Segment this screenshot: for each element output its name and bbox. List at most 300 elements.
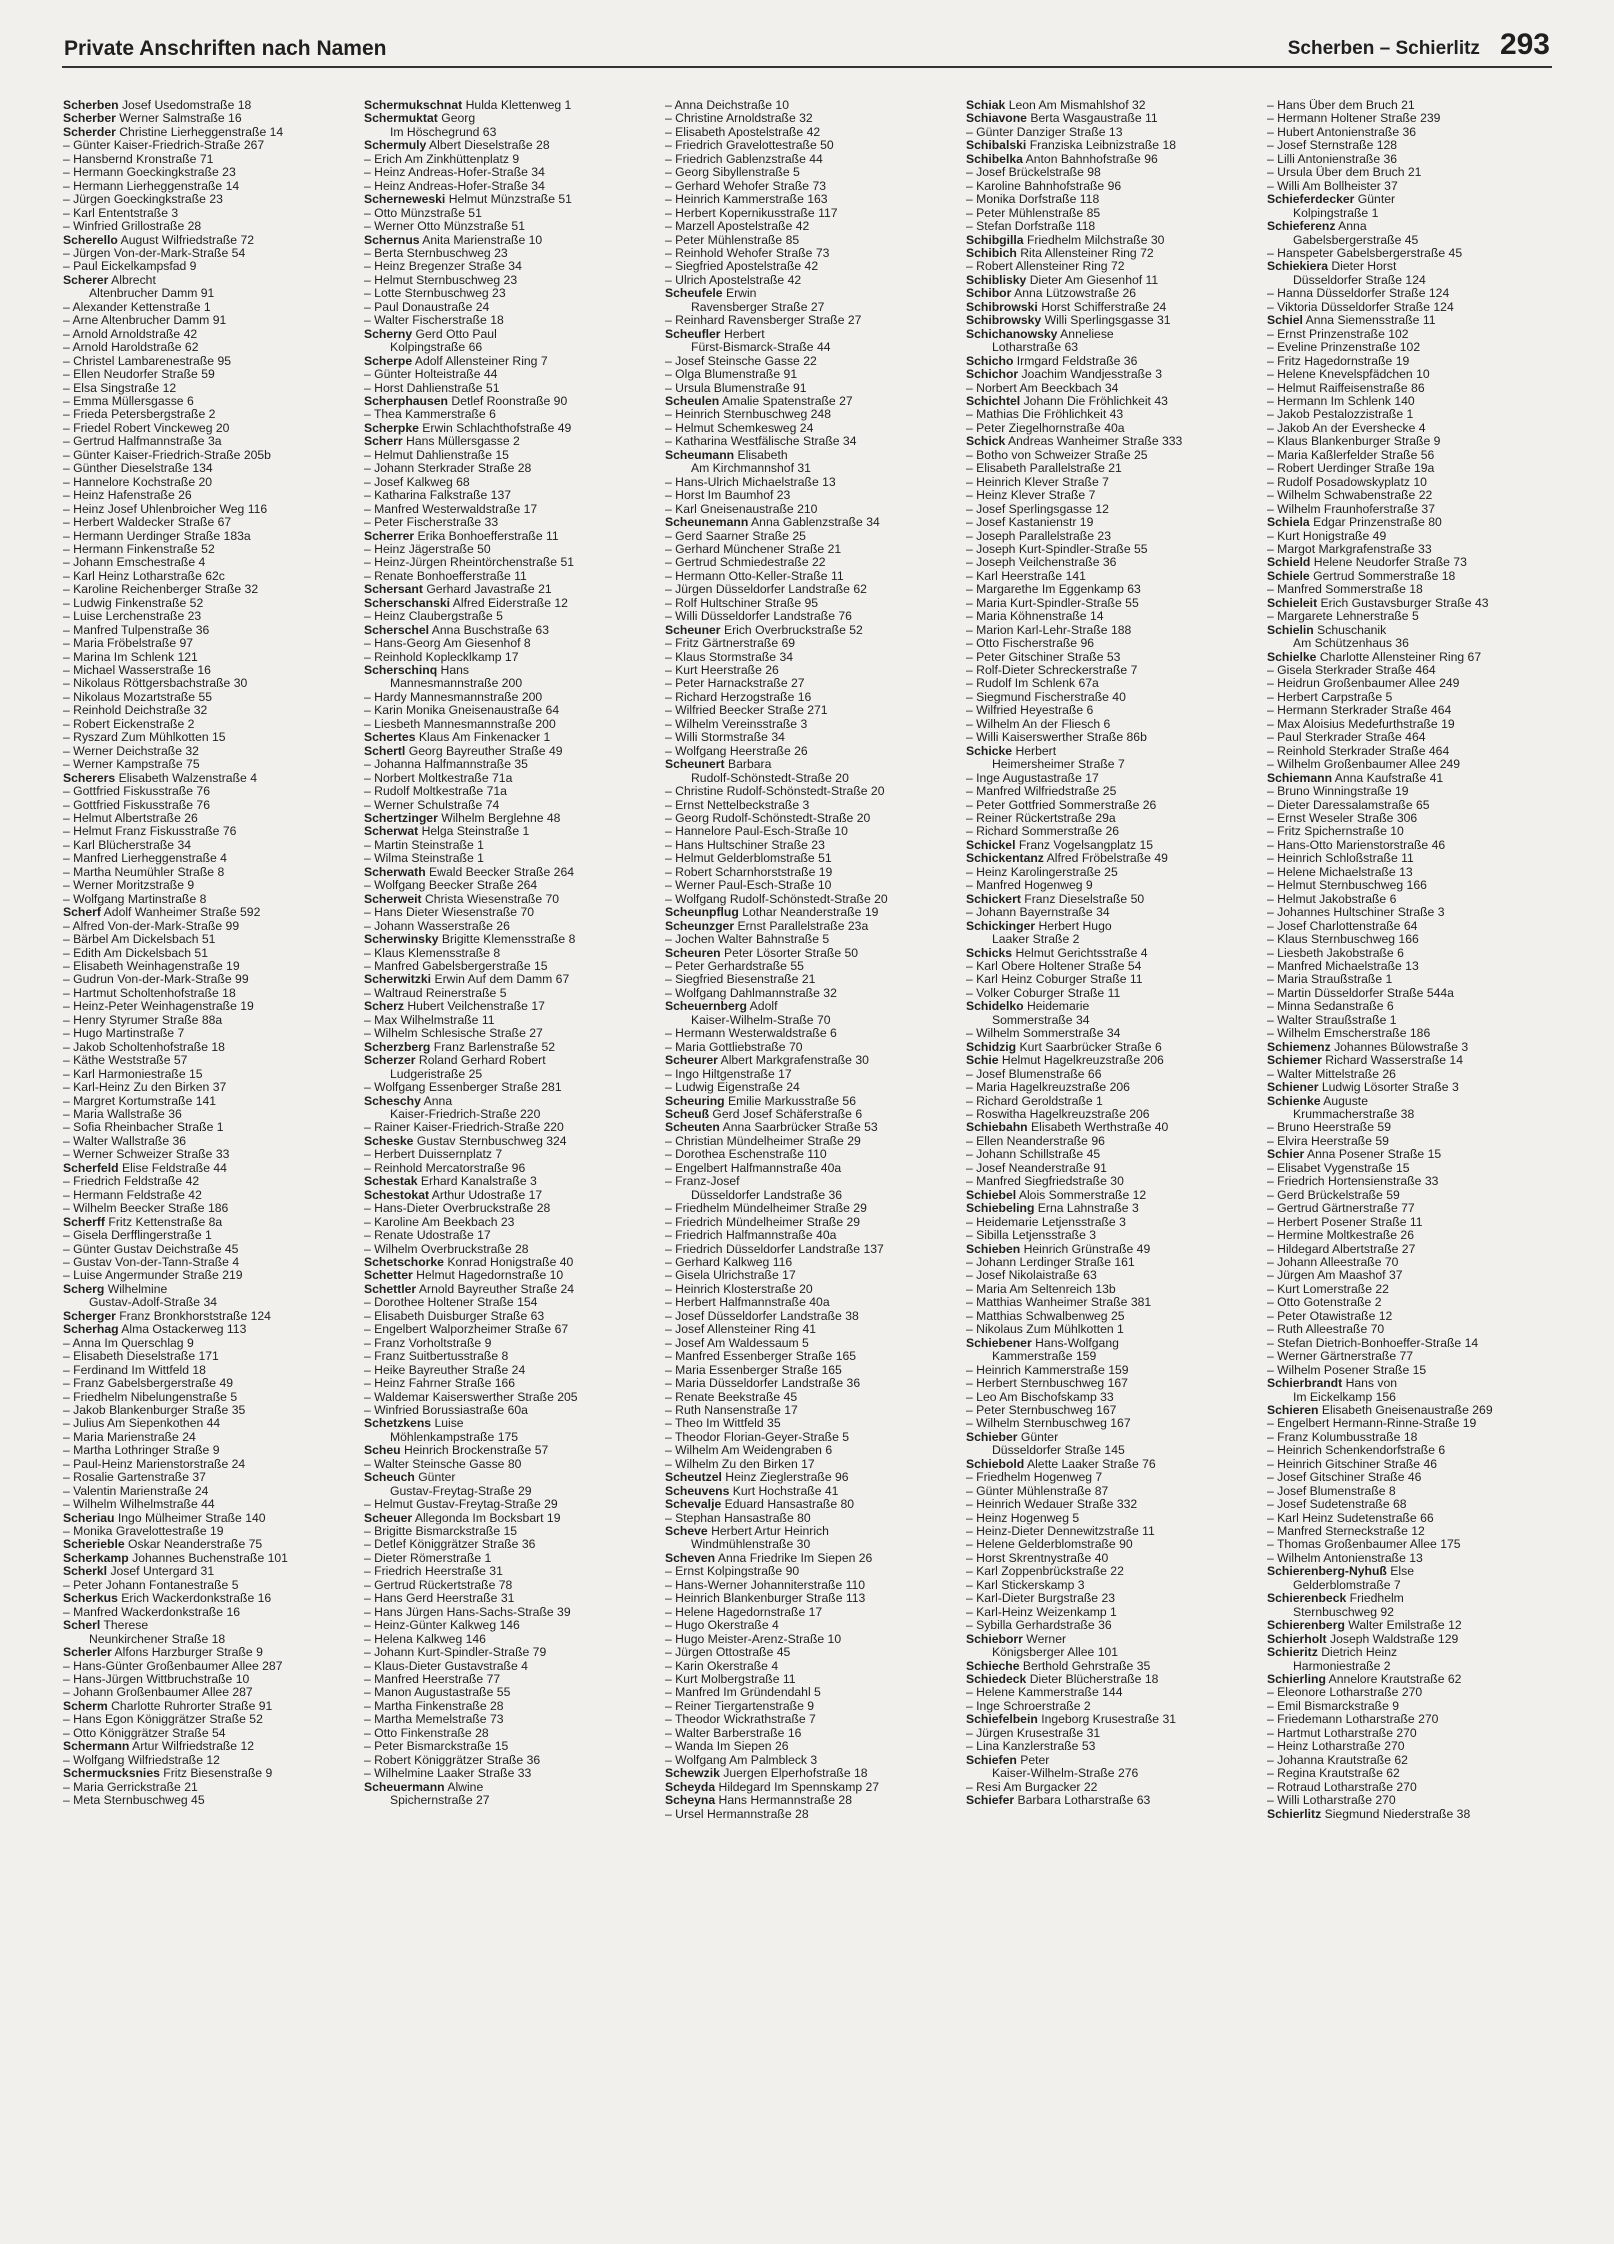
entry-text: – Günter Kaiser-Friedrich-Straße 267	[63, 139, 265, 153]
directory-entry	[665, 435, 956, 448]
entry-text: – Günter Kaiser-Friedrich-Straße 205b	[63, 448, 271, 462]
entry-text: – Elisabeth Duisburger Straße 63	[364, 1309, 545, 1323]
directory-entry	[1267, 314, 1558, 327]
entry-text: Leon Am Mismahlshof 32	[1008, 99, 1146, 112]
entry-text: Lotharstraße 63	[992, 341, 1079, 355]
directory-entry	[63, 1000, 354, 1013]
directory-entry	[364, 704, 655, 717]
surname: Scheuren	[665, 946, 721, 960]
entry-text: – Friedrich Gravelottestraße 50	[665, 139, 834, 153]
directory-entry	[665, 1431, 956, 1444]
directory-entry	[63, 328, 354, 341]
entry-text: – Heinrich Wedauer Straße 332	[966, 1498, 1138, 1512]
entry-text: Barbara Lotharstraße 63	[1017, 1794, 1151, 1808]
entry-text: – Viktoria Düsseldorfer Straße 124	[1267, 300, 1454, 314]
entry-text: Rudolf-Schönstedt-Straße 20	[691, 771, 849, 785]
entry-text: – Jürgen Ottostraße 45	[665, 1646, 791, 1660]
directory-entry	[1267, 368, 1558, 381]
surname: Schetschorke	[364, 1255, 444, 1269]
directory-entry	[665, 1444, 956, 1457]
directory-entry	[63, 556, 354, 569]
surname: Schiefen	[966, 1753, 1017, 1767]
directory-entry	[63, 1323, 354, 1336]
directory-entry	[1267, 1000, 1558, 1013]
directory-entry	[63, 1646, 354, 1659]
directory-entry	[966, 1068, 1257, 1081]
directory-entry	[665, 274, 956, 287]
entry-text: Herbert Artur Heinrich	[711, 1525, 829, 1539]
entry-text: Erich Wackerdonkstraße 16	[121, 1592, 272, 1606]
directory-entry	[364, 516, 655, 529]
directory-entry	[665, 947, 956, 960]
directory-entry	[966, 1646, 1257, 1659]
entry-text: – Rudolf Im Schlenk 67a	[966, 677, 1099, 691]
entry-text: – Kurt Molbergstraße 11	[665, 1673, 796, 1687]
entry-text: – Herbert Kopernikusstraße 117	[665, 206, 838, 220]
entry-text: – Friedrich Gablenzstraße 44	[665, 152, 823, 166]
directory-entry	[665, 812, 956, 825]
entry-text: – Herbert Sternbuschweg 167	[966, 1377, 1128, 1391]
directory-entry	[364, 368, 655, 381]
entry-text: – Stefan Dietrich-Bonhoeffer-Straße 14	[1267, 1336, 1479, 1350]
directory-entry	[966, 287, 1257, 300]
entry-text: – Ryszard Zum Mühlkotten 15	[63, 731, 226, 745]
directory-entry	[63, 799, 354, 812]
directory-entry	[1267, 1808, 1558, 1821]
directory-entry	[364, 1054, 655, 1067]
entry-text: – Dorothea Eschenstraße 110	[665, 1148, 827, 1162]
page-number: 293	[1499, 28, 1550, 61]
entry-text: – Thea Kammerstraße 6	[364, 408, 496, 422]
entry-text: – Heinrich Sternbuschweg 248	[665, 408, 831, 422]
directory-entry	[1267, 1633, 1558, 1646]
entry-text: Fürst-Bismarck-Straße 44	[691, 341, 831, 355]
surname: Schiavone	[966, 112, 1027, 126]
entry-text: – Robert Eickenstraße 2	[63, 717, 195, 731]
directory-entry	[1267, 112, 1558, 125]
entry-text: – Marion Karl-Lehr-Straße 188	[966, 623, 1132, 637]
surname: Scherf	[63, 906, 101, 920]
directory-entry	[966, 920, 1257, 933]
directory-entry	[1267, 1377, 1558, 1390]
surname: Schiener	[1267, 1081, 1319, 1095]
directory-entry	[1267, 1700, 1558, 1713]
directory-entry	[1267, 651, 1558, 664]
entry-text: – Helene Gelderblomstraße 90	[966, 1538, 1133, 1552]
directory-entry	[665, 234, 956, 247]
directory-entry	[1267, 1202, 1558, 1215]
entry-text: Alma Ostackerweg 113	[121, 1323, 247, 1337]
directory-entry	[63, 1041, 354, 1054]
directory-entry	[1267, 1404, 1558, 1417]
directory-entry	[63, 543, 354, 556]
entry-text: – Jakob An der Evershecke 4	[1267, 421, 1426, 435]
entry-text: – Inge Schroerstraße 2	[966, 1699, 1091, 1713]
directory-entry	[665, 893, 956, 906]
entry-text: – Siegfried Biesenstraße 21	[665, 973, 816, 987]
directory-entry	[63, 1431, 354, 1444]
entry-text: – Herbert Halfmannstraße 40a	[665, 1296, 830, 1310]
directory-entry	[1267, 193, 1558, 206]
directory-entry	[966, 1216, 1257, 1229]
directory-entry	[1267, 1538, 1558, 1551]
directory-entry	[63, 476, 354, 489]
directory-entry	[966, 1014, 1257, 1027]
directory-entry	[966, 153, 1257, 166]
directory-entry	[364, 1081, 655, 1094]
entry-text: Kammerstraße 159	[992, 1350, 1097, 1364]
directory-entry	[966, 1794, 1257, 1807]
directory-entry	[364, 462, 655, 475]
directory-entry	[63, 1767, 354, 1780]
directory-entry	[364, 1458, 655, 1471]
entry-text: Georg	[441, 112, 476, 126]
entry-text: Hulda Klettenweg 1	[465, 99, 572, 112]
directory-entry	[364, 1417, 655, 1430]
surname: Schiemenz	[1267, 1040, 1331, 1054]
entry-text: – Heinz-Jürgen Rheintörchenstraße 51	[364, 556, 575, 570]
entry-text: – Hermann Uerdinger Straße 183a	[63, 529, 251, 543]
directory-entry	[966, 570, 1257, 583]
entry-text: – Peter Bismarckstraße 15	[364, 1740, 509, 1754]
directory-entry	[63, 839, 354, 852]
directory-entry	[364, 1606, 655, 1619]
directory-entry	[1267, 987, 1558, 1000]
entry-text: Hans	[440, 664, 469, 678]
entry-text: Heinrich Grünstraße 49	[1023, 1242, 1151, 1256]
surname: Schibelka	[966, 152, 1023, 166]
directory-entry	[1267, 1269, 1558, 1282]
surname: Schermukschnat	[364, 99, 463, 112]
entry-text: – Peter Otawistraße 12	[1267, 1309, 1393, 1323]
entry-text: – Friedrich Feldstraße 42	[63, 1175, 200, 1189]
surname: Scheuring	[665, 1094, 725, 1108]
directory-entry	[63, 745, 354, 758]
entry-text: Am Schützenhaus 36	[1293, 637, 1409, 651]
directory-entry	[1267, 718, 1558, 731]
entry-text: – Josef Düsseldorfer Landstraße 38	[665, 1309, 859, 1323]
directory-entry	[665, 1310, 956, 1323]
directory-entry	[63, 1148, 354, 1161]
entry-text: Fritz Biesenstraße 9	[163, 1767, 273, 1781]
entry-text: – Karin Monika Gneisenaustraße 64	[364, 704, 560, 718]
entry-text: Heidemarie	[1026, 1000, 1090, 1014]
entry-text: Helmut Gerichtsstraße 4	[1015, 946, 1148, 960]
entry-text: Anna Siemensstraße 11	[1305, 314, 1436, 328]
directory-entry	[665, 839, 956, 852]
entry-text: – Frieda Petersbergstraße 2	[63, 408, 216, 422]
directory-entry	[966, 1686, 1257, 1699]
entry-text: – Jakob Pestalozzistraße 1	[1267, 408, 1414, 422]
surname: Schierenberg-Nyhuß	[1267, 1565, 1387, 1579]
directory-entry	[63, 287, 354, 300]
surname: Schertes	[364, 731, 416, 745]
entry-text: – Roswitha Hagelkreuzstraße 206	[966, 1107, 1150, 1121]
directory-entry	[364, 556, 655, 569]
entry-text: – Ludwig Eigenstraße 24	[665, 1081, 800, 1095]
entry-text: – Herbert Carpstraße 5	[1267, 690, 1393, 704]
entry-text: – Stephan Hansastraße 80	[665, 1511, 811, 1525]
entry-text: Laaker Straße 2	[992, 933, 1080, 947]
directory-entry	[966, 597, 1257, 610]
directory-entry	[63, 1162, 354, 1175]
directory-entry	[1267, 1014, 1558, 1027]
surname: Scherrer	[364, 529, 415, 543]
entry-text: Andreas Wanheimer Straße 333	[1008, 435, 1183, 449]
entry-text: – Werner Gärtnerstraße 77	[1267, 1350, 1414, 1364]
entry-text: – Sofia Rheinbacher Straße 1	[63, 1121, 224, 1135]
entry-text: – Reinhold Wehofer Straße 73	[665, 246, 830, 260]
entry-text: – Hans-Georg Am Giesenhof 8	[364, 637, 531, 651]
entry-text: Hans von	[1345, 1377, 1398, 1391]
entry-text: Ravensberger Straße 27	[691, 300, 825, 314]
entry-text: – Leo Am Bischofskamp 33	[966, 1390, 1114, 1404]
directory-entry	[665, 570, 956, 583]
directory-entry	[63, 1619, 354, 1632]
directory-entry	[665, 1660, 956, 1673]
surname: Scherhag	[63, 1323, 119, 1337]
entry-text: Barbara	[728, 758, 772, 772]
entry-text: – Josef Kastanienstr 19	[966, 516, 1094, 530]
directory-entry	[966, 583, 1257, 596]
directory-entry	[63, 1364, 354, 1377]
directory-entry	[966, 1552, 1257, 1565]
entry-text: – Engelbert Halfmannstraße 40a	[665, 1161, 842, 1175]
directory-entry	[665, 664, 956, 677]
directory-entry	[966, 893, 1257, 906]
entry-text: – Hans Hultschiner Straße 23	[665, 838, 825, 852]
entry-text: – Friedel Robert Vinckeweg 20	[63, 421, 230, 435]
entry-text: Ingeborg Krusestraße 31	[1041, 1713, 1177, 1727]
entry-text: – Detlef Königgrätzer Straße 36	[364, 1538, 536, 1552]
surname: Schiblisky	[966, 273, 1027, 287]
entry-text: – Johann Schillstraße 45	[966, 1148, 1101, 1162]
directory-entry	[63, 449, 354, 462]
directory-entry	[364, 1471, 655, 1484]
directory-entry	[665, 1592, 956, 1605]
entry-text: – Liesbeth Jakobstraße 6	[1267, 946, 1404, 960]
directory-entry	[63, 435, 354, 448]
directory-entry	[364, 1041, 655, 1054]
directory-entry	[364, 852, 655, 865]
directory-entry	[364, 1175, 655, 1188]
surname: Scherkus	[63, 1592, 118, 1606]
entry-text: Berthold Gehrstraße 35	[1022, 1659, 1151, 1673]
entry-text: Therese	[103, 1619, 149, 1633]
surname: Scheutzel	[665, 1471, 722, 1485]
directory-entry	[63, 1498, 354, 1511]
directory-entry	[1267, 812, 1558, 825]
directory-entry	[1267, 1727, 1558, 1740]
directory-entry	[63, 1350, 354, 1363]
entry-text: – Elisabeth Weinhagenstraße 19	[63, 960, 240, 973]
entry-text: – Winfried Grillostraße 28	[63, 220, 202, 234]
directory-entry	[665, 772, 956, 785]
directory-entry	[665, 301, 956, 314]
directory-entry	[966, 1700, 1257, 1713]
directory-entry	[665, 1646, 956, 1659]
directory-entry	[63, 583, 354, 596]
directory-entry	[966, 799, 1257, 812]
surname: Schickinger	[966, 919, 1036, 933]
directory-entry	[364, 260, 655, 273]
directory-entry	[364, 1135, 655, 1148]
directory-entry	[966, 112, 1257, 125]
entry-text: – Meta Sternbuschweg 45	[63, 1794, 205, 1808]
surname: Schieren	[1267, 1403, 1319, 1417]
directory-entry	[665, 395, 956, 408]
directory-entry	[364, 691, 655, 704]
entry-text: – Horst Im Baumhof 23	[665, 489, 791, 503]
entry-text: – Karoline Am Beekbach 23	[364, 1215, 515, 1229]
directory-entry	[364, 530, 655, 543]
surname: Schetter	[364, 1269, 413, 1283]
entry-text: – Norbert Am Beeckbach 34	[966, 381, 1119, 395]
entry-text: – Reinhold Sterkrader Straße 464	[1267, 744, 1450, 758]
column-3	[665, 99, 956, 2218]
directory-entry	[63, 139, 354, 152]
directory-entry	[665, 126, 956, 139]
entry-text: – Bärbel Am Dickelsbach 51	[63, 933, 216, 947]
entry-text: – Ursula Über dem Bruch 21	[1267, 166, 1422, 180]
entry-text: – Elisabet Vygenstraße 15	[1267, 1161, 1410, 1175]
entry-text: Josef Usedomstraße 18	[121, 99, 252, 112]
entry-text: – Helena Kalkweg 146	[364, 1632, 486, 1646]
entry-text: – Peter Sternbuschweg 167	[966, 1403, 1117, 1417]
directory-entry	[966, 1081, 1257, 1094]
entry-text: – Günter Gustav Deichstraße 45	[63, 1242, 239, 1256]
entry-text: Berta Wasgaustraße 11	[1030, 112, 1158, 126]
entry-text: – Horst Skrentnystraße 40	[966, 1551, 1109, 1565]
entry-text: – Günter Mühlenstraße 87	[966, 1484, 1109, 1498]
entry-text: Willi Sperlingsgasse 31	[1044, 314, 1171, 328]
directory-entry	[966, 1350, 1257, 1363]
entry-text: Harmoniestraße 2	[1293, 1659, 1391, 1673]
surname: Schiebel	[966, 1188, 1017, 1202]
directory-entry	[966, 1417, 1257, 1430]
directory-entry	[966, 1713, 1257, 1726]
directory-entry	[63, 852, 354, 865]
directory-entry	[966, 220, 1257, 233]
entry-text: Kurt Hochstraße 41	[732, 1484, 839, 1498]
entry-text: – Johann Lerdinger Straße 161	[966, 1255, 1135, 1269]
directory-entry	[665, 624, 956, 637]
directory-entry	[364, 1121, 655, 1134]
entry-text: – Wilhelm Fraunhoferstraße 37	[1267, 502, 1435, 516]
entry-text: Albrecht	[111, 273, 156, 287]
directory-entry	[364, 1323, 655, 1336]
entry-text: – Walter Barberstraße 16	[665, 1726, 802, 1740]
directory-entry	[665, 651, 956, 664]
directory-entry	[63, 1740, 354, 1753]
directory-entry	[63, 314, 354, 327]
directory-entry	[665, 597, 956, 610]
directory-entry	[63, 906, 354, 919]
directory-entry	[364, 314, 655, 327]
entry-text: – Walter Steinsche Gasse 80	[364, 1457, 522, 1471]
directory-entry	[1267, 960, 1558, 973]
entry-text: – Lilli Antonienstraße 36	[1267, 152, 1398, 166]
directory-entry	[1267, 825, 1558, 838]
directory-entry	[1267, 637, 1558, 650]
entry-text: – Herbert Duissernplatz 7	[364, 1148, 503, 1162]
directory-entry	[665, 314, 956, 327]
entry-text: Elisabeth	[737, 448, 788, 462]
entry-text: – Ursel Hermannstraße 28	[665, 1807, 809, 1821]
entry-text: Wilhelmine	[107, 1282, 168, 1296]
entry-text: – Jürgen Am Maashof 37	[1267, 1269, 1403, 1283]
directory-entry	[364, 1444, 655, 1457]
entry-text: – Gerhard Kalkweg 116	[665, 1255, 793, 1269]
surname: Schiebener	[966, 1336, 1032, 1350]
directory-entry	[665, 382, 956, 395]
entry-text: Albert Dieselstraße 28	[429, 139, 550, 153]
directory-entry	[1267, 852, 1558, 865]
entry-text: – Franz Vorholtstraße 9	[364, 1336, 492, 1350]
entry-text: – Wilfried Beecker Straße 271	[665, 704, 828, 718]
entry-text: Emilie Markusstraße 56	[727, 1094, 856, 1108]
directory-entry	[665, 1081, 956, 1094]
directory-entry	[1267, 973, 1558, 986]
surname: Schicke	[966, 744, 1013, 758]
entry-text: – Karl Obere Holtener Straße 54	[966, 960, 1142, 973]
entry-text: Erhard Kanalstraße 3	[420, 1175, 537, 1189]
entry-text: – Josef Sperlingsgasse 12	[966, 502, 1109, 516]
entry-text: Fritz Kettenstraße 8a	[108, 1215, 223, 1229]
entry-text: – Heidrun Großenbaumer Allee 249	[1267, 677, 1460, 691]
entry-text: – Johannes Hultschiner Straße 3	[1267, 906, 1445, 920]
entry-text: – Engelbert Hermann-Rinne-Straße 19	[1267, 1417, 1477, 1431]
entry-text: Anna	[1338, 220, 1367, 234]
directory-entry	[63, 180, 354, 193]
surname: Schiel	[1267, 314, 1303, 328]
entry-text: – Heinz Bregenzer Straße 34	[364, 260, 522, 274]
entry-text: – Wolfgang Martinstraße 8	[63, 892, 207, 906]
directory-entry	[966, 314, 1257, 327]
directory-entry	[1267, 435, 1558, 448]
entry-text: – Maria Fröbelstraße 97	[63, 637, 194, 651]
entry-text: – Rolf-Dieter Schreckerstraße 7	[966, 664, 1138, 678]
entry-text: Hubert Veilchenstraße 17	[407, 1000, 545, 1014]
directory-entry	[63, 462, 354, 475]
entry-text: – Helmut Sternbuschweg 23	[364, 273, 518, 287]
entry-text: Gustav Sternbuschweg 324	[416, 1134, 567, 1148]
surname: Schettler	[364, 1282, 417, 1296]
entry-text: Günter	[1020, 1430, 1059, 1444]
directory-entry	[665, 1579, 956, 1592]
entry-text: Roland Gerhard Robert	[418, 1054, 546, 1068]
surname: Scherzer	[364, 1054, 416, 1068]
surname: Scherder	[63, 125, 116, 139]
entry-text: – Manfred Im Gründendahl 5	[665, 1686, 821, 1700]
directory-entry	[1267, 1781, 1558, 1794]
entry-text: – Wilhelm Am Weidengraben 6	[665, 1444, 833, 1458]
entry-text: Juergen Elperhofstraße 18	[723, 1767, 868, 1781]
directory-entry	[966, 139, 1257, 152]
entry-text: Günter	[1357, 193, 1396, 207]
entry-text: – Otto Fischerstraße 96	[966, 637, 1095, 651]
directory-entry	[665, 1485, 956, 1498]
directory-entry	[364, 1364, 655, 1377]
entry-text: – Helmut Albertstraße 26	[63, 812, 198, 826]
entry-text: – Winfried Borussiastraße 60a	[364, 1403, 528, 1417]
directory-entry	[63, 1269, 354, 1282]
entry-text: – Rudolf Posadowskyplatz 10	[1267, 475, 1427, 489]
directory-entry	[665, 1633, 956, 1646]
directory-entry	[665, 785, 956, 798]
surname: Scherwath	[364, 865, 426, 879]
directory-entry	[1267, 1256, 1558, 1269]
